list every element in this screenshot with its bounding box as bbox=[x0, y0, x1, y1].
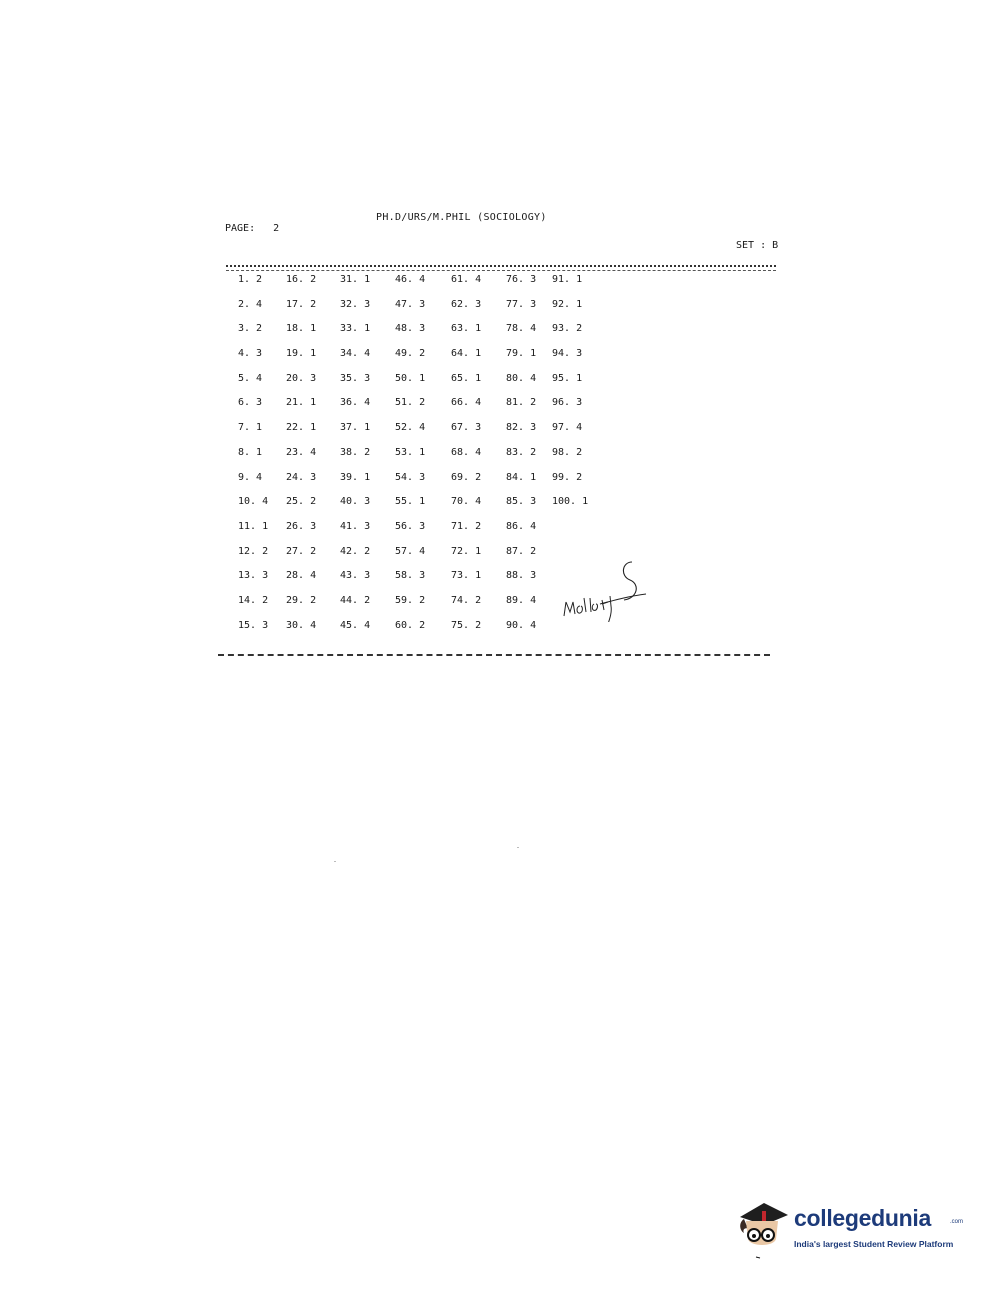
answer-entry: 59. 2 bbox=[395, 594, 426, 606]
scan-speck bbox=[517, 847, 519, 848]
answer-entry: 4. 3 bbox=[238, 348, 263, 360]
answer-entry: 64. 1 bbox=[451, 348, 482, 360]
answer-entry: 53. 1 bbox=[395, 446, 426, 458]
answer-entry: 97. 4 bbox=[552, 422, 583, 434]
answer-entry: 44. 2 bbox=[340, 594, 371, 606]
answer-entry: 28. 4 bbox=[286, 570, 317, 582]
answer-entry: 14. 2 bbox=[238, 594, 269, 606]
scan-speck bbox=[334, 861, 336, 862]
answer-entry: 48. 3 bbox=[395, 323, 426, 335]
answer-entry: 11. 1 bbox=[238, 520, 269, 532]
answer-entry: 20. 3 bbox=[286, 372, 317, 384]
answer-entry: 31. 1 bbox=[340, 274, 371, 285]
answer-entry: 98. 2 bbox=[552, 446, 583, 458]
answer-entry: 72. 1 bbox=[451, 545, 482, 557]
answer-entry: 92. 1 bbox=[552, 298, 583, 310]
top-divider bbox=[226, 265, 776, 271]
answer-entry: 100. 1 bbox=[552, 496, 589, 508]
answer-entry: 70. 4 bbox=[451, 496, 482, 508]
answer-entry: 23. 4 bbox=[286, 446, 317, 458]
answer-entry: 60. 2 bbox=[395, 619, 426, 631]
answer-column bbox=[552, 274, 622, 521]
mascot-icon bbox=[734, 1195, 792, 1259]
answer-entry: 8. 1 bbox=[238, 446, 263, 458]
answer-entry: 24. 3 bbox=[286, 471, 317, 483]
signature-image bbox=[560, 558, 655, 622]
brand-tagline: India's largest Student Review Platform bbox=[794, 1239, 954, 1249]
answer-entry: 41. 3 bbox=[340, 520, 371, 532]
answer-entry: 80. 4 bbox=[506, 372, 537, 384]
answer-entry: 22. 1 bbox=[286, 422, 317, 434]
answer-entry: 91. 1 bbox=[552, 274, 583, 285]
answer-entry: 87. 2 bbox=[506, 545, 537, 557]
answer-entry: 71. 2 bbox=[451, 520, 482, 532]
answer-entry: 63. 1 bbox=[451, 323, 482, 335]
answer-entry: 65. 1 bbox=[451, 372, 482, 384]
answer-entry: 55. 1 bbox=[395, 496, 426, 508]
answer-entry: 50. 1 bbox=[395, 372, 426, 384]
brand-name: collegedunia bbox=[794, 1205, 931, 1231]
answer-entry: 32. 3 bbox=[340, 298, 371, 310]
answer-entry: 88. 3 bbox=[506, 570, 537, 582]
answer-entry: 78. 4 bbox=[506, 323, 537, 335]
answer-entry: 68. 4 bbox=[451, 446, 482, 458]
page-number: 2 bbox=[273, 223, 280, 234]
answer-entry: 17. 2 bbox=[286, 298, 317, 310]
answer-entry: 40. 3 bbox=[340, 496, 371, 508]
answer-entry: 3. 2 bbox=[238, 323, 263, 335]
answer-entry: 12. 2 bbox=[238, 545, 269, 557]
answer-entry: 89. 4 bbox=[506, 594, 537, 606]
answer-entry: 16. 2 bbox=[286, 274, 317, 285]
answer-entry: 9. 4 bbox=[238, 471, 263, 483]
answer-entry: 54. 3 bbox=[395, 471, 426, 483]
answer-entry: 79. 1 bbox=[506, 348, 537, 360]
answer-entry: 61. 4 bbox=[451, 274, 482, 285]
answer-entry: 37. 1 bbox=[340, 422, 371, 434]
answer-entry: 36. 4 bbox=[340, 397, 371, 409]
answer-entry: 84. 1 bbox=[506, 471, 537, 483]
answer-entry: 27. 2 bbox=[286, 545, 317, 557]
collegedunia-logo bbox=[734, 1193, 964, 1265]
answer-entry: 52. 4 bbox=[395, 422, 426, 434]
answer-entry: 66. 4 bbox=[451, 397, 482, 409]
answer-entry: 56. 3 bbox=[395, 520, 426, 532]
answer-entry: 15. 3 bbox=[238, 619, 269, 631]
answer-entry: 62. 3 bbox=[451, 298, 482, 310]
answer-entry: 7. 1 bbox=[238, 422, 263, 434]
answer-entry: 51. 2 bbox=[395, 397, 426, 409]
answer-entry: 35. 3 bbox=[340, 372, 371, 384]
answer-entry: 47. 3 bbox=[395, 298, 426, 310]
answer-entry: 18. 1 bbox=[286, 323, 317, 335]
answer-entry: 43. 3 bbox=[340, 570, 371, 582]
answer-entry: 82. 3 bbox=[506, 422, 537, 434]
answer-entry: 13. 3 bbox=[238, 570, 269, 582]
set-label: SET : B bbox=[736, 240, 779, 251]
answer-entry: 81. 2 bbox=[506, 397, 537, 409]
answer-entry: 95. 1 bbox=[552, 372, 583, 384]
answer-entry: 99. 2 bbox=[552, 471, 583, 483]
answer-entry: 49. 2 bbox=[395, 348, 426, 360]
answer-entry: 73. 1 bbox=[451, 570, 482, 582]
answer-entry: 57. 4 bbox=[395, 545, 426, 557]
answer-entry: 10. 4 bbox=[238, 496, 269, 508]
answer-entry: 5. 4 bbox=[238, 372, 263, 384]
brand-dotcom: .com bbox=[950, 1219, 964, 1225]
answer-entry: 75. 2 bbox=[451, 619, 482, 631]
answer-entry: 96. 3 bbox=[552, 397, 583, 409]
answer-entry: 21. 1 bbox=[286, 397, 317, 409]
answer-entry: 90. 4 bbox=[506, 619, 537, 631]
answer-entry: 77. 3 bbox=[506, 298, 537, 310]
handwritten-signature bbox=[560, 558, 655, 622]
bottom-divider bbox=[218, 654, 770, 656]
answer-entry: 94. 3 bbox=[552, 348, 583, 360]
answer-entry: 33. 1 bbox=[340, 323, 371, 335]
document-title: PH.D/URS/M.PHIL (SOCIOLOGY) bbox=[376, 212, 547, 223]
answer-entry: 26. 3 bbox=[286, 520, 317, 532]
answer-entry: 19. 1 bbox=[286, 348, 317, 360]
answer-entry: 69. 2 bbox=[451, 471, 482, 483]
answer-entry: 39. 1 bbox=[340, 471, 371, 483]
answer-entry: 58. 3 bbox=[395, 570, 426, 582]
page-label: PAGE: bbox=[225, 223, 256, 234]
answer-entry: 74. 2 bbox=[451, 594, 482, 606]
answer-entry: 30. 4 bbox=[286, 619, 317, 631]
answer-entry: 45. 4 bbox=[340, 619, 371, 631]
answer-entry: 76. 3 bbox=[506, 274, 537, 285]
answer-entry: 29. 2 bbox=[286, 594, 317, 606]
answer-entry: 2. 4 bbox=[238, 298, 263, 310]
answer-entry: 67. 3 bbox=[451, 422, 482, 434]
answer-entry: 1. 2 bbox=[238, 274, 263, 285]
answer-entry: 6. 3 bbox=[238, 397, 263, 409]
answer-entry: 83. 2 bbox=[506, 446, 537, 458]
answer-entry: 93. 2 bbox=[552, 323, 583, 335]
answer-entry: 85. 3 bbox=[506, 496, 537, 508]
answer-entry: 46. 4 bbox=[395, 274, 426, 285]
answer-entry: 86. 4 bbox=[506, 520, 537, 532]
answer-entry: 34. 4 bbox=[340, 348, 371, 360]
answer-entry: 38. 2 bbox=[340, 446, 371, 458]
answer-entry: 25. 2 bbox=[286, 496, 317, 508]
page-indicator bbox=[225, 223, 279, 234]
answer-entry: 42. 2 bbox=[340, 545, 371, 557]
